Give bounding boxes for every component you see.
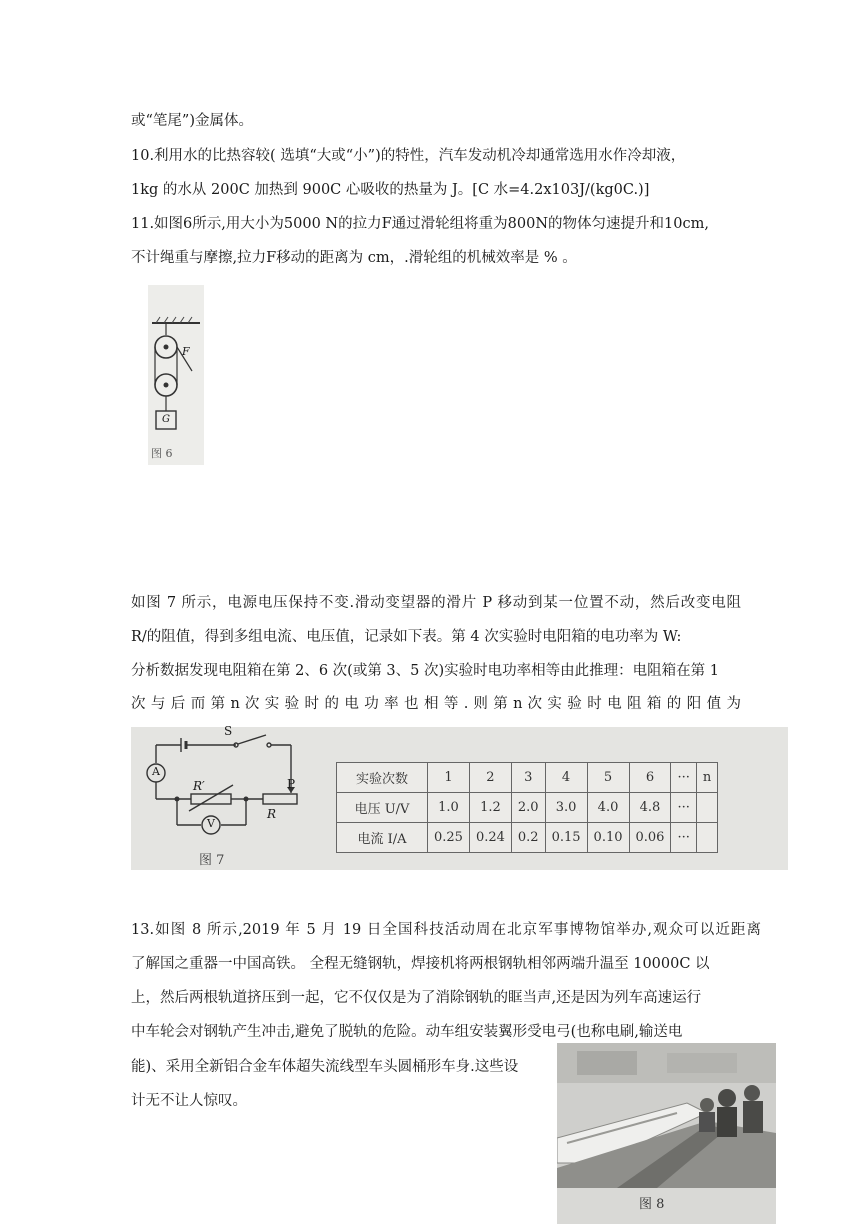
table-cell: 电流 I/A [337, 823, 428, 853]
ammeter-label: A [152, 765, 160, 778]
text-line-continuation: 或“笔尾”)金属体。 [131, 113, 253, 129]
table-cell: 6 [629, 763, 671, 793]
slider-label: P [287, 777, 296, 791]
figure-7-caption: 图 7 [199, 853, 225, 868]
question-13-line-1: 13.如图 8 所示,2019 年 5 月 19 日全国科技活动周在北京军事博物馆举办,观众可以近距离 [131, 922, 761, 938]
switch-label: S [224, 724, 233, 738]
figure-7-circuit-and-table [131, 724, 788, 870]
figure-8-caption: 图 8 [639, 1197, 665, 1212]
force-label: F [182, 345, 190, 358]
rheostat-label: R [267, 807, 277, 821]
table-cell: 1 [428, 763, 470, 793]
question-13-line-6: 计无不让人惊叹。 [131, 1093, 247, 1109]
table-cell: 2.0 [511, 793, 545, 823]
question-10-line-2: 1kg 的水从 200C 加热到 900C 心吸收的热量为 J。[C 水=4.2x103J/(kg0C.)] [131, 182, 650, 198]
table-cell: ··· [671, 793, 696, 823]
table-cell: 0.24 [469, 823, 511, 853]
table-cell: 电压 U/V [337, 793, 428, 823]
table-cell: 0.10 [587, 823, 629, 853]
question-12-line-4: 次 与 后 而 第 n 次 实 验 时 的 电 功 率 也 相 等 . 则 第 n 次 实 验 时 电 阻 箱 的 阳 值 为 [131, 696, 741, 712]
table-cell: ··· [671, 823, 696, 853]
table-cell: 5 [587, 763, 629, 793]
table-cell: 3.0 [545, 793, 587, 823]
table-row-current [337, 823, 718, 853]
table-cell: 1.2 [469, 793, 511, 823]
table-cell: 1.0 [428, 793, 470, 823]
table-cell [696, 823, 717, 853]
table-cell: 4 [545, 763, 587, 793]
question-11-line-1: 11.如图6所示,用大小为5000 N的拉力F通过滑轮组将重为800N的物体匀速提升和10cm, [131, 216, 709, 232]
question-11-line-2: 不计绳重与摩擦,拉力F移动的距离为 cm，.滑轮组的机械效率是 % 。 [131, 250, 577, 266]
table-cell: 0.2 [511, 823, 545, 853]
pulley-diagram [148, 285, 204, 445]
table-cell: 4.0 [587, 793, 629, 823]
table-cell [696, 793, 717, 823]
question-13-line-4: 中车轮会对钢轨产生冲击,避免了脱轨的危险。动车组安装翼形受电弓(也称电刷,输送电 [131, 1024, 683, 1040]
table-cell: 0.15 [545, 823, 587, 853]
resistor-box-label: R′ [193, 779, 205, 793]
table-cell: 4.8 [629, 793, 671, 823]
question-12-line-1: 如图 7 所示，电源电压保持不变.滑动变望器的滑片 P 移动到某一位置不动，然后改变电阻 [131, 595, 741, 611]
figure-6-pulley [148, 285, 204, 465]
table-row-voltage [337, 793, 718, 823]
figure-8-train-photo [557, 1043, 776, 1224]
question-12-line-3: 分析数据发现电阻箱在第 2、6 次(或第 3、5 次)实验时电功率相等由此推理：电阻箱在第 1 [131, 663, 719, 679]
table-cell: n [696, 763, 717, 793]
question-12-line-2: R/的阻值，得到多组电流、电压值，记录如下表。第 4 次实验时电阳箱的电功率为 W: [131, 629, 682, 645]
question-10-line-1: 10.利用水的比热容较( 选填“大或“小”)的特性，汽车发动机冷却通常选用水作冷却液， [131, 148, 686, 164]
table-cell: 2 [469, 763, 511, 793]
question-13-line-3: 上，然后两根轨道挤压到一起，它不仅仅是为了消除钢轨的眶当声,还是因为列车高速运行 [131, 990, 702, 1006]
table-cell: 3 [511, 763, 545, 793]
table-cell: ··· [671, 763, 696, 793]
table-cell: 实验次数 [337, 763, 428, 793]
figure-6-caption: 图 6 [151, 447, 173, 460]
circuit-diagram [141, 727, 341, 847]
weight-label: G [162, 414, 170, 425]
table-cell: 0.25 [428, 823, 470, 853]
experiment-data-table [336, 762, 718, 853]
voltmeter-label: V [207, 817, 215, 830]
question-13-line-5: 能)、采用全新铝合金车体超失流线型车头圆桶形车身.这些设 [131, 1059, 519, 1075]
question-13-line-2: 了解国之重器一中国高铁。 全程无缝钢轨，焊接机将两根钢轨相邻两端升温至 10000C 以 [131, 956, 710, 972]
table-cell: 0.06 [629, 823, 671, 853]
table-row-header [337, 763, 718, 793]
train-photo-illustration [557, 1043, 776, 1188]
